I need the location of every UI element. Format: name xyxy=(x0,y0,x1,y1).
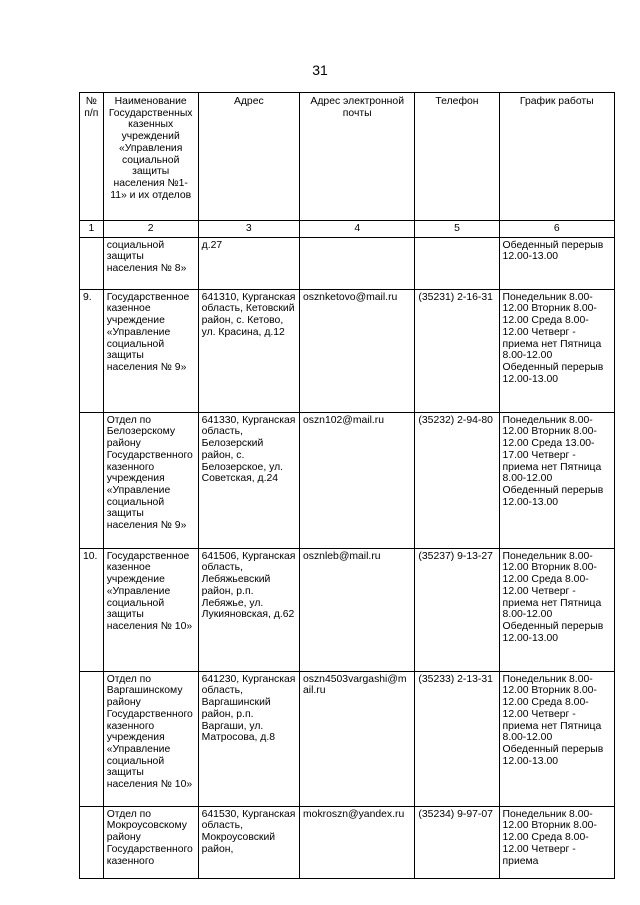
office-phone: (35233) 2-13-31 xyxy=(415,671,499,806)
office-schedule: Понедельник 8.00-12.00 Вторник 8.00-12.00 Среда 8.00-12.00 Четверг - приема xyxy=(499,806,614,878)
header-number: № п/п xyxy=(80,93,104,221)
column-number: 5 xyxy=(415,221,499,238)
row-number: 10. xyxy=(80,548,104,671)
office-email: osznketovo@mail.ru xyxy=(300,289,415,412)
row-number: 9. xyxy=(80,289,104,412)
office-name: Отдел по Мокроусовскому району Государственного казенного xyxy=(103,806,198,878)
column-number: 1 xyxy=(80,221,104,238)
header-name: Наименование Государственных казенных учреждений «Управления социальной защиты населения №1-11» и их отделов xyxy=(103,93,198,221)
header-phone: Телефон xyxy=(415,93,499,221)
office-phone xyxy=(415,237,499,289)
office-schedule: Обеденный перерыв 12.00-13.00 xyxy=(499,237,614,289)
header-address: Адрес xyxy=(198,93,299,221)
office-address: д.27 xyxy=(198,237,299,289)
row-number xyxy=(80,806,104,878)
header-email: Адрес электронной почты xyxy=(300,93,415,221)
column-number: 2 xyxy=(103,221,198,238)
page-number: 31 xyxy=(312,62,328,78)
office-schedule: Понедельник 8.00-12.00 Вторник 8.00-12.00 Среда 13.00-17.00 Четверг - приема нет Пятница 8.00-12.00 Обеденный перерыв 12.00-13.00 xyxy=(499,412,614,548)
table-row xyxy=(80,237,615,289)
office-phone: (35234) 9-97-07 xyxy=(415,806,499,878)
row-number xyxy=(80,671,104,806)
office-email xyxy=(300,237,415,289)
table-row xyxy=(80,289,615,412)
column-number: 4 xyxy=(300,221,415,238)
row-number xyxy=(80,412,104,548)
office-address: 641310, Курганская область, Кетовский район, с. Кетово, ул. Красина, д.12 xyxy=(198,289,299,412)
office-schedule: Понедельник 8.00-12.00 Вторник 8.00-12.00 Среда 8.00-12.00 Четверг - приема нет Пятница 8.00-12.00 Обеденный перерыв 12.00-13.00 xyxy=(499,671,614,806)
table-row xyxy=(80,806,615,878)
table-row xyxy=(80,671,615,806)
office-address: 641230, Курганская область, Варгашинский район, р.п. Варгаши, ул. Матросова, д.8 xyxy=(198,671,299,806)
office-phone: (35232) 2-94-80 xyxy=(415,412,499,548)
column-number: 6 xyxy=(499,221,614,238)
office-address: 641330, Курганская область, Белозерский район, с. Белозерское, ул. Советская, д.24 xyxy=(198,412,299,548)
office-name: Государственное казенное учреждение «Управление социальной защиты населения № 10» xyxy=(103,548,198,671)
column-number: 3 xyxy=(198,221,299,238)
table-row xyxy=(80,548,615,671)
office-phone: (35231) 2-16-31 xyxy=(415,289,499,412)
header-schedule: График работы xyxy=(499,93,614,221)
social-protection-offices-table xyxy=(79,92,615,879)
office-address: 641530, Курганская область, Мокроусовский район, xyxy=(198,806,299,878)
office-name: Отдел по Белозерскому району Государственного казенного учреждения «Управление социальной защиты населения № 9» xyxy=(103,412,198,548)
office-email: oszn102@mail.ru xyxy=(300,412,415,548)
office-email: oszn4503vargashi@mail.ru xyxy=(300,671,415,806)
office-schedule: Понедельник 8.00-12.00 Вторник 8.00-12.00 Среда 8.00-12.00 Четверг - приема нет Пятница 8.00-12.00 Обеденный перерыв 12.00-13.00 xyxy=(499,548,614,671)
office-name: социальной защиты населения № 8» xyxy=(103,237,198,289)
office-schedule: Понедельник 8.00-12.00 Вторник 8.00-12.00 Среда 8.00-12.00 Четверг - приема нет Пятница 8.00-12.00 Обеденный перерыв 12.00-13.00 xyxy=(499,289,614,412)
office-email: osznleb@mail.ru xyxy=(300,548,415,671)
office-email: mokroszn@yandex.ru xyxy=(300,806,415,878)
table-row xyxy=(80,412,615,548)
office-phone: (35237) 9-13-27 xyxy=(415,548,499,671)
row-number xyxy=(80,237,104,289)
office-name: Отдел по Варгашинскому району Государственного казенного учреждения «Управление социальной защиты населения № 10» xyxy=(103,671,198,806)
office-address: 641506, Курганская область, Лебяжьевский район, р.п. Лебяжье, ул. Лукияновская, д.62 xyxy=(198,548,299,671)
table-header-row xyxy=(80,93,615,221)
office-name: Государственное казенное учреждение «Управление социальной защиты населения № 9» xyxy=(103,289,198,412)
column-number-row xyxy=(80,221,615,238)
